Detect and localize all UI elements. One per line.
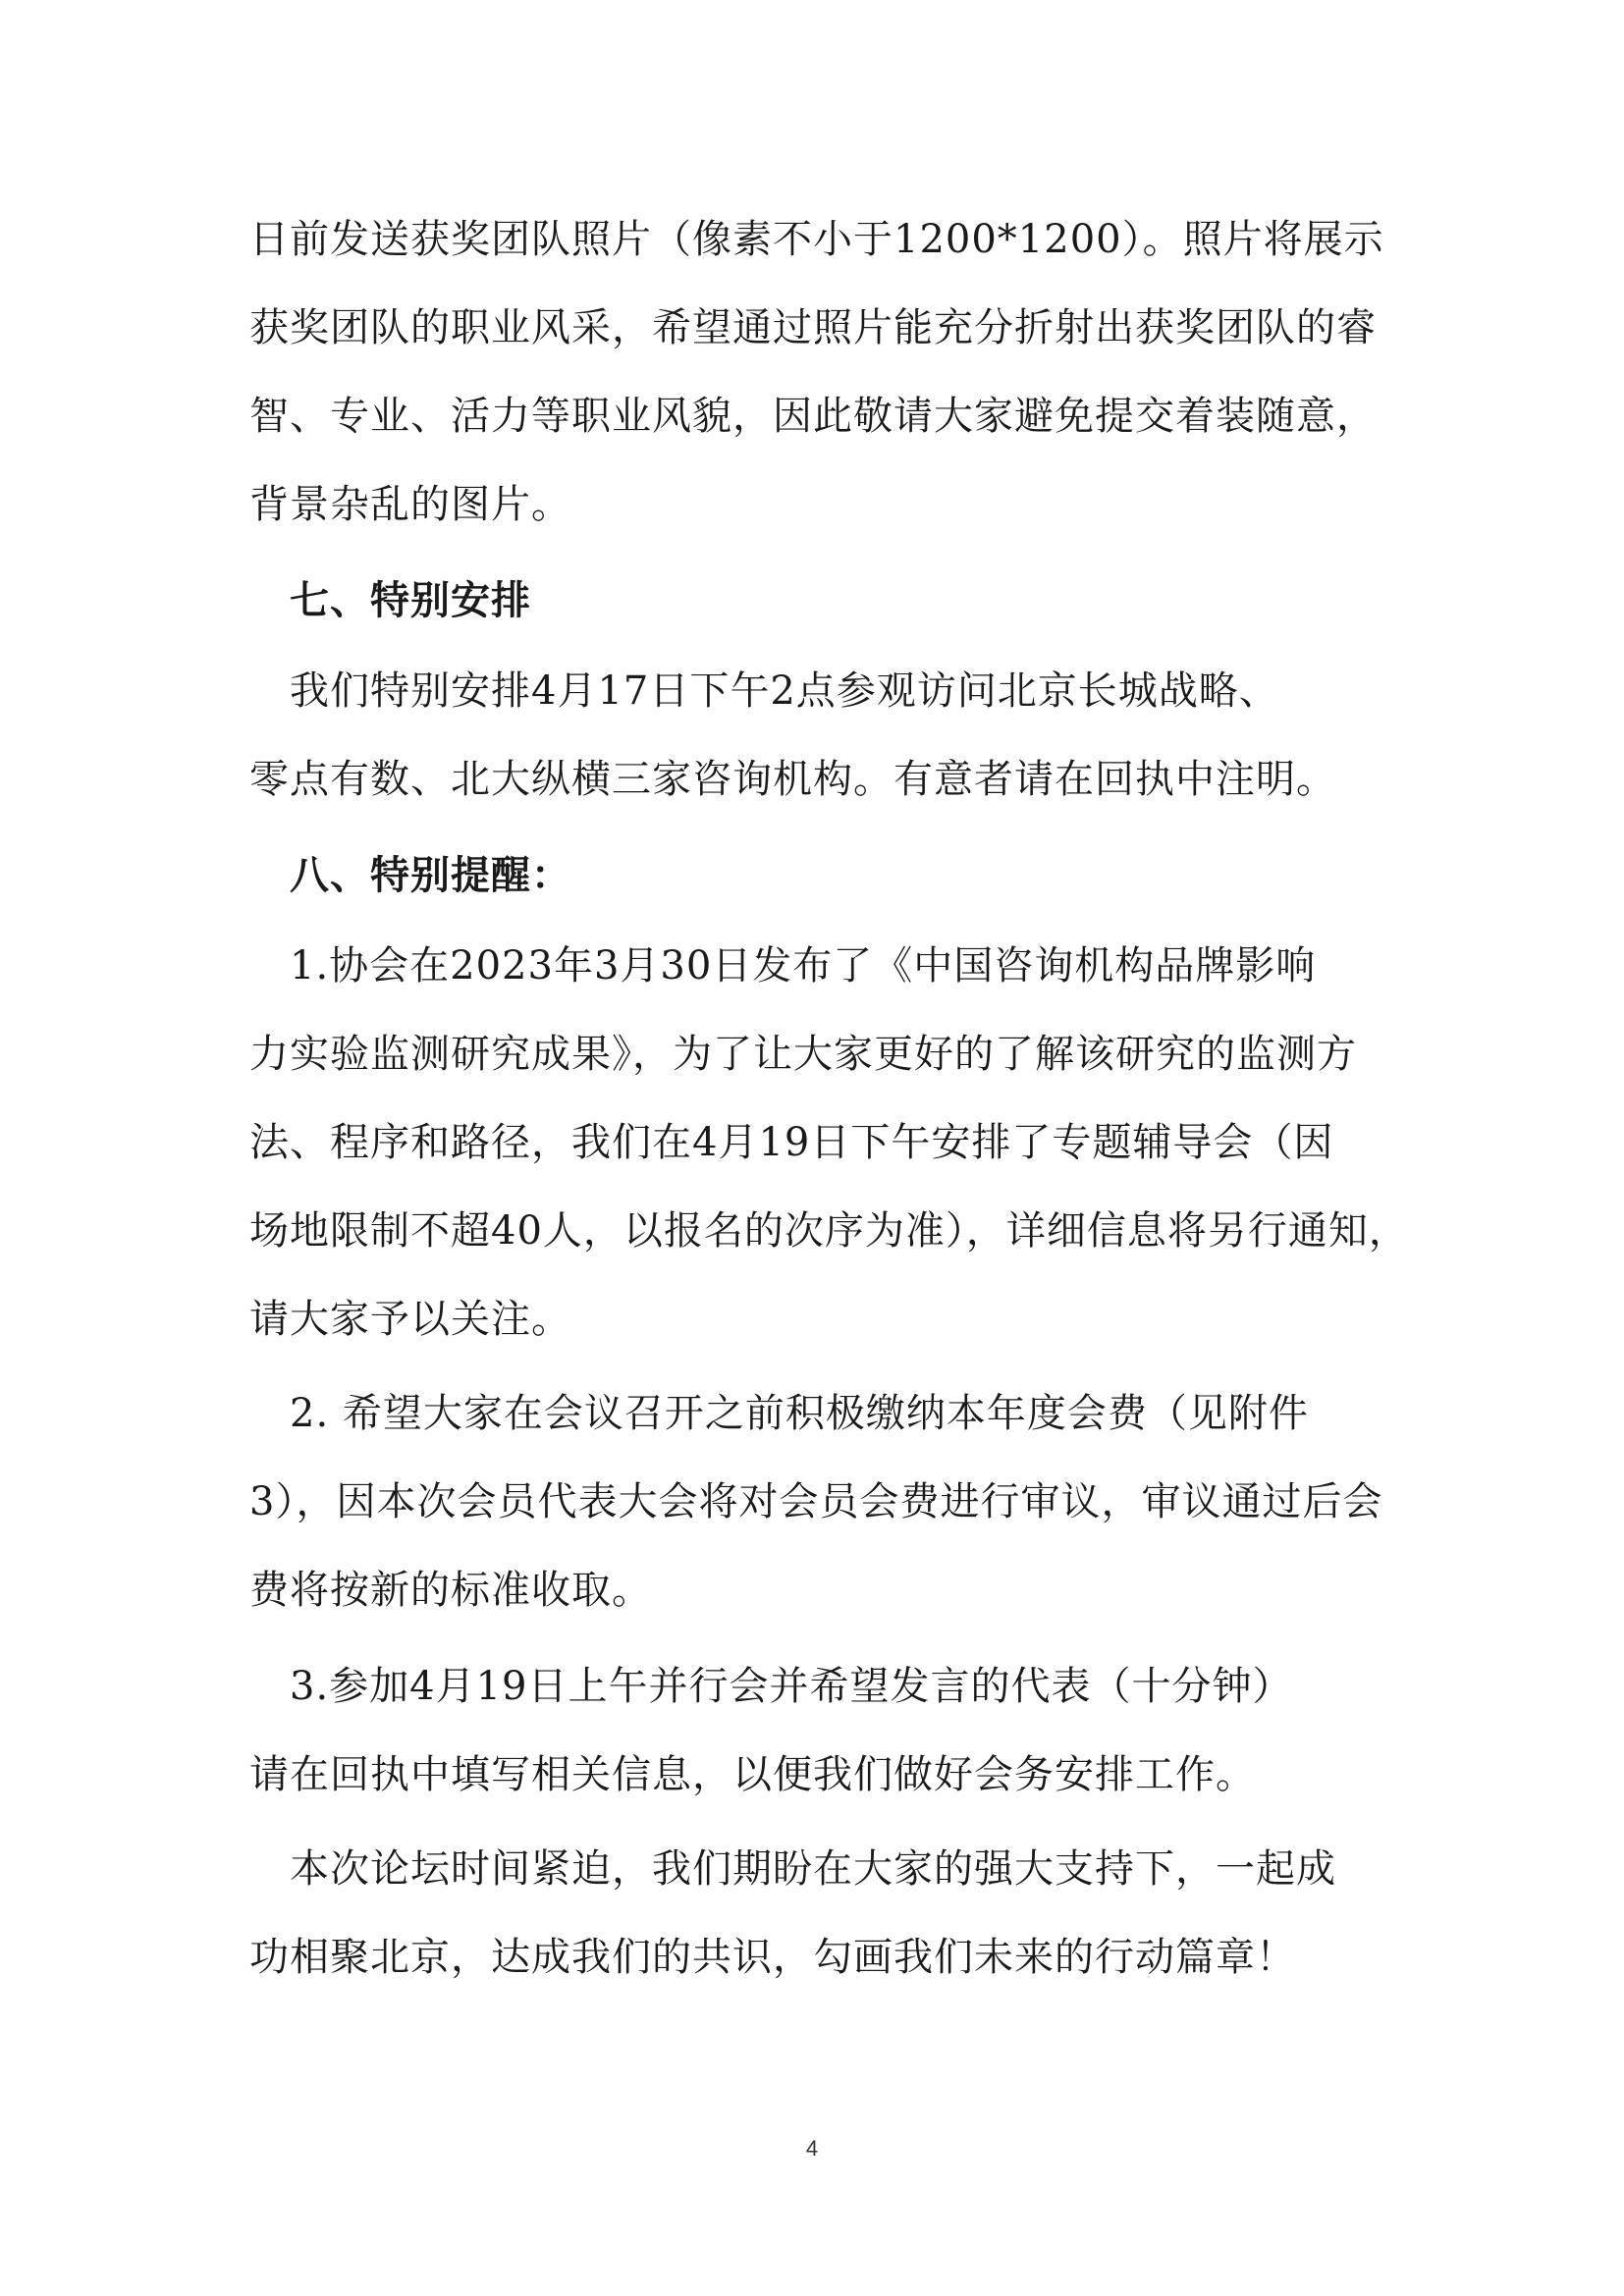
section-heading: 七、特别安排 xyxy=(249,577,531,623)
paragraph-line: 2. 希望大家在会议召开之前积极缴纳本年度会费（见附件 xyxy=(249,1391,1309,1436)
paragraph-line: 力实验监测研究成果》，为了让大家更好的了解该研究的监测方 xyxy=(249,1032,1357,1077)
paragraph-line: 3.参加4月19日上午并行会并希望发言的代表（十分钟） xyxy=(249,1664,1293,1709)
paragraph-line: 我们特别安排4月17日下午2点参观访问北京长城战略、 xyxy=(249,668,1279,714)
paragraph-line: 1.协会在2023年3月30日发布了《中国咨询机构品牌影响 xyxy=(249,943,1317,988)
paragraph-line: 零点有数、北大纵横三家咨询机构。有意者请在回执中注明。 xyxy=(249,757,1336,802)
paragraph-line: 场地限制不超40人，以报名的次序为准），详细信息将另行通知， xyxy=(249,1208,1409,1254)
paragraph-line: 本次论坛时间紧迫，我们期盼在大家的强大支持下，一起成 xyxy=(249,1846,1336,1892)
paragraph-line: 3），因本次会员代表大会将对会员会费进行审议，审议通过后会 xyxy=(249,1479,1383,1524)
paragraph-line: 功相聚北京，达成我们的共识，勾画我们未来的行动篇章！ xyxy=(249,1935,1296,1980)
paragraph-line: 背景杂乱的图片。 xyxy=(249,482,571,527)
paragraph-line: 请在回执中填写相关信息，以便我们做好会务安排工作。 xyxy=(249,1752,1256,1797)
paragraph-line: 智、专业、活力等职业风貌，因此敬请大家避免提交着装随意， xyxy=(249,394,1377,439)
section-heading: 八、特别提醒： xyxy=(249,852,571,898)
paragraph-line: 请大家予以关注。 xyxy=(249,1297,571,1342)
paragraph-line: 法、程序和路径，我们在4月19日下午安排了专题辅导会（因 xyxy=(249,1120,1334,1165)
paragraph-line: 获奖团队的职业风采，希望通过照片能充分折射出获奖团队的睿 xyxy=(249,305,1377,350)
paragraph-line: 费将按新的标准收取。 xyxy=(249,1568,652,1613)
page-number: 4 xyxy=(805,2136,819,2161)
paragraph-line: 日前发送获奖团队照片（像素不小于1200*1200）。照片将展示 xyxy=(249,217,1384,262)
